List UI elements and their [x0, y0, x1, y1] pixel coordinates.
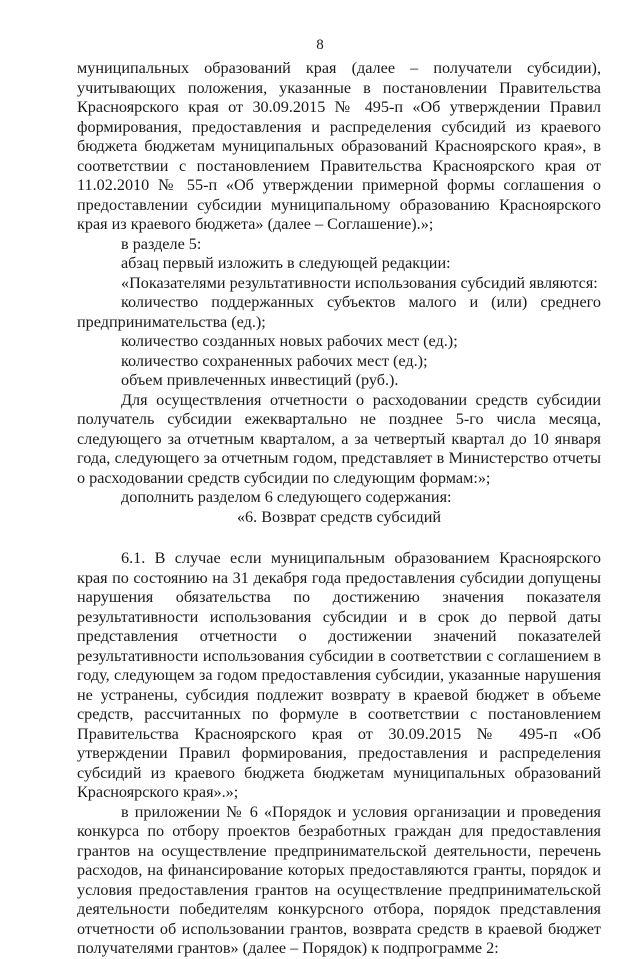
- paragraph-indicators-intro: «Показателями результативности использования субсидий являются:: [121, 273, 598, 292]
- paragraph-first-abzac-instruction: абзац первый изложить в следующей редакции:: [121, 254, 451, 272]
- paragraph-indicator-retained-jobs: количество сохраненных рабочих мест (ед.);: [121, 351, 428, 370]
- paragraph-indicator-investments: объем привлеченных инвестиций (руб.).: [121, 371, 399, 389]
- document-body: [77, 59, 601, 959]
- paragraph-appendix-6: в приложении № 6 «Порядок и условия организации и проведения конкурса по отбору проектов безработных граждан для предоставления грантов на осуществление предпринимательской деятельности, перечень расходов, на финансирование которых предоставляются гранты, порядок и условия предоставления грантов на осуществление предпринимательской деятельности победителям конкурсного отбора, порядок представления отчетности об использовании грантов, возврата средств в краевой бюджет получателями грантов» (далее – Порядок) к подпрограмме 2:: [77, 802, 601, 957]
- paragraph-indicator-supported-subjects: количество поддержанных субъектов малого и (или) среднего предпринимательства (ед.);: [77, 293, 601, 331]
- paragraph-reporting: Для осуществления отчетности о расходовании средств субсидии получатель субсидии ежеквартально не позднее 5-го числа месяца, следующего за отчетным кварталом, а за четвертый квартал до 10 января года, следующего за отчетным годом, представляет в Министерство отчеты о расходовании средств субсидии по следующим формам:»;: [77, 390, 601, 487]
- section-6-heading: «6. Возврат средств субсидий: [236, 507, 442, 526]
- page-number: 8: [316, 37, 324, 53]
- paragraph-indicator-new-jobs: количество созданных новых рабочих мест (ед.);: [121, 332, 458, 350]
- paragraph-add-section-6: дополнить разделом 6 следующего содержания:: [121, 488, 452, 506]
- section-gap: [77, 527, 601, 549]
- paragraph-6-1: 6.1. В случае если муниципальным образованием Красноярского края по состоянию на 31 декабря года предоставления субсидии допущены нарушения обязательства по достижению значения показателя результативности использования субсидии и в срок до первой даты представления отчетности о достижении значений показателей результативности использования субсидии в соответствии с соглашением в году, следующем за годом предоставления субсидии, указанные нарушения не устранены, субсидия подлежит возврату в краевой бюджет в объеме средств, рассчитанных по формуле в соответствии с постановлением Правительства Красноярского края от 30.09.2015 № 495-п «Об утверждении Правил формирования, предоставления и распределения субсидий из краевого бюджета бюджетам муниципальных образований Красноярского края».»;: [77, 549, 601, 801]
- paragraph-section-5-heading: в разделе 5:: [121, 234, 202, 253]
- paragraph-intro-continuation: муниципальных образований края (далее – получатели субсидии), учитывающих положения, указанные в постановлении Правительства Красноярского края от 30.09.2015 № 495-п «Об утверждении Правил формирования, предоставления и распределения субсидий из краевого бюджета бюджетам муниципальных образований Красноярского края», в соответствии с постановлением Правительства Красноярского края от 11.02.2010 № 55-п «Об утверждении примерной формы соглашения о предоставлении субсидии муниципальному образованию Красноярского края из краевого бюджета» (далее – Соглашение).»;: [77, 59, 601, 233]
